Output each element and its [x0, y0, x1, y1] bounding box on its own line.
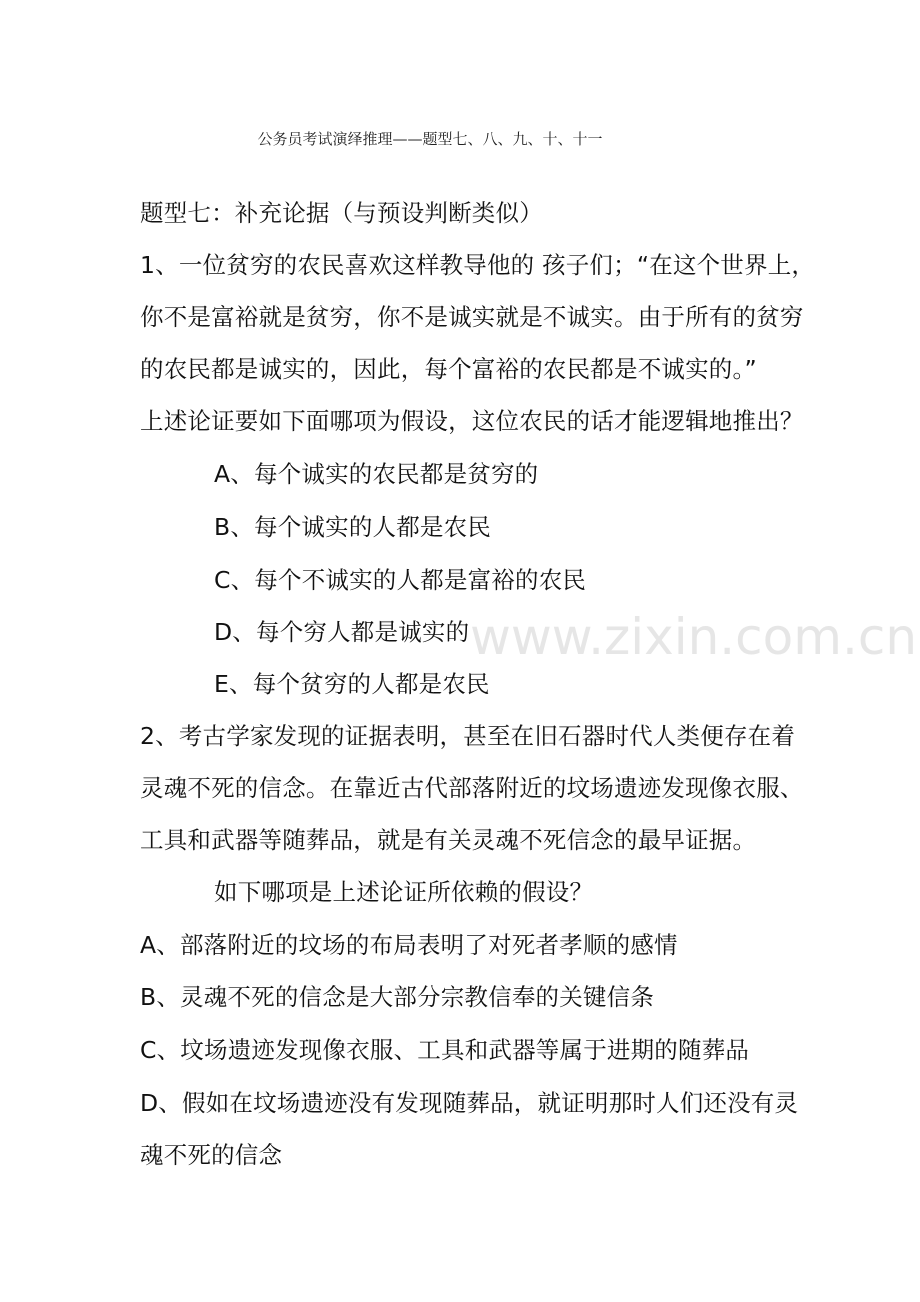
q2-option-b: B、灵魂不死的信念是大部分宗教信奉的关键信条 — [140, 983, 655, 1011]
q1-option-d: D、每个穷人都是诚实的 — [214, 618, 470, 646]
q2-option-c: C、坟场遗迹发现像衣服、工具和武器等属于进期的随葬品 — [140, 1036, 750, 1064]
q1-line-3: 的农民都是诚实的，因此，每个富裕的农民都是不诚实的。” — [140, 355, 757, 383]
q1-line-4: 上述论证要如下面哪项为假设，这位农民的话才能逻辑地推出？ — [140, 407, 804, 435]
q1-option-a: A、每个诚实的农民都是贫穷的 — [214, 460, 539, 488]
q2-option-d: D、假如在坟场遗迹没有发现随葬品，就证明那时人们还没有灵 — [140, 1089, 799, 1117]
q2-line-1: 2、考古学家发现的证据表明，甚至在旧石器时代人类便存在着 — [140, 722, 796, 750]
q1-option-c: C、每个不诚实的人都是富裕的农民 — [214, 566, 587, 594]
page-header: 公务员考试演绎推理——题型七、八、九、十、十一 — [257, 130, 603, 148]
q1-line-1: 1、一位贫穷的农民喜欢这样教导他的 孩子们；“在这个世界上， — [140, 251, 816, 279]
q1-line-2: 你不是富裕就是贫穷，你不是诚实就是不诚实。由于所有的贫穷 — [140, 303, 804, 331]
q2-line-2: 灵魂不死的信念。在靠近古代部落附近的坟场遗迹发现像衣服、 — [140, 774, 804, 802]
q1-option-b: B、每个诚实的人都是农民 — [214, 513, 492, 541]
q1-option-e: E、每个贫穷的人都是农民 — [214, 670, 490, 698]
q2-line-3: 工具和武器等随葬品，就是有关灵魂不死信念的最早证据。 — [140, 826, 757, 854]
watermark: www.zixin.com.cn — [470, 608, 918, 666]
q2-option-d-cont: 魂不死的信念 — [140, 1141, 283, 1169]
q2-option-a: A、部落附近的坟场的布局表明了对死者孝顺的感情 — [140, 931, 678, 959]
q2-question: 如下哪项是上述论证所依赖的假设？ — [214, 878, 594, 906]
section-title: 题型七：补充论据（与预设判断类似） — [140, 199, 543, 227]
